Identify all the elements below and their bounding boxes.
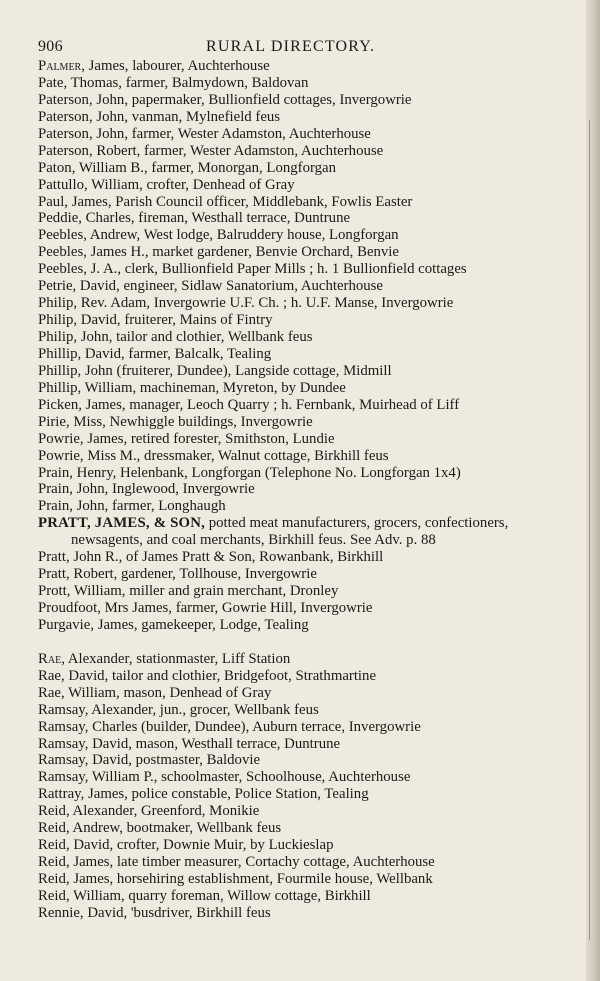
entry-details: James, labourer, Auchterhouse [84,58,270,74]
entry-surname: Peebles, [38,261,87,278]
directory-entry [38,75,590,92]
entry-surname: Paton, [38,159,76,176]
entry-surname: Powrie, [38,430,84,447]
directory-entry [38,278,590,295]
directory-entry [38,803,590,820]
directory-entry [38,109,590,126]
directory-entry [38,651,590,668]
entry-details: potted meat manufacturers, grocers, confectioners, [205,515,509,532]
entry-surname: Prain, [38,481,73,498]
entry-details: David, farmer, Balcalk, Tealing [81,345,272,362]
directory-entry [38,143,590,160]
entry-surname: Reid, [38,854,70,871]
directory-entry [38,905,590,922]
entry-details: John, farmer, Wester Adamston, Auchterhouse [92,125,371,142]
directory-entry [38,786,590,803]
entry-details: Andrew, bootmaker, Wellbank feus [69,820,282,837]
running-head: RURAL DIRECTORY. [206,38,376,55]
directory-entry [38,820,590,837]
entry-details: Charles (builder, Dundee), Auburn terrace, Invergowrie [88,718,421,735]
entry-details: Miss M., dressmaker, Walnut cottage, Birkhill feus [83,447,389,464]
entry-surname: Powrie, [38,447,84,464]
entry-details: John, farmer, Longhaugh [72,498,226,515]
directory-entry [38,549,590,566]
entry-details: Alexander, jun., grocer, Wellbank feus [88,701,319,718]
directory-entry [38,177,590,194]
directory-entries [38,58,590,922]
entry-details: Thomas, farmer, Balmydown, Baldovan [67,74,309,91]
entry-surname: Paterson, [38,125,93,142]
entry-details: John R., of James Pratt & Son, Rowanbank, Birkhill [69,549,384,566]
entry-details: James, police constable, Police Station, Tealing [84,786,369,803]
entry-surname: Petrie, [38,278,77,295]
entry-details: Mrs James, farmer, Gowrie Hill, Invergowrie [100,600,373,616]
directory-entry [38,58,590,75]
entry-surname: Ramsay, [38,769,89,786]
directory-entry [38,719,590,736]
entry-surname: Proudfoot, [38,600,101,616]
entry-details: Miss, Newhiggle buildings, Invergowrie [69,413,313,430]
directory-entry [38,888,590,905]
entry-surname: Rae, [38,650,65,667]
directory-entry [38,702,590,719]
directory-entry [38,312,590,329]
entry-surname: Picken, [38,396,82,413]
directory-entry [38,837,590,854]
entry-details: David, 'busdriver, Birkhill feus [83,904,271,921]
entry-surname: Pattullo, [38,176,88,193]
entry-details: John, Inglewood, Invergowrie [72,481,255,498]
directory-entry [38,414,590,431]
entry-surname: Ramsay, [38,735,89,752]
directory-entry [38,380,590,397]
directory-entry [38,600,590,617]
directory-entry [38,617,590,634]
directory-entry [38,668,590,685]
entry-surname: PRATT, JAMES, & SON, [38,515,206,532]
directory-entry [38,583,590,600]
directory-entry [38,261,590,278]
entry-surname: Prain, [38,464,73,481]
directory-entry [38,752,590,769]
entry-surname: Philip, [38,312,78,329]
directory-entry [38,346,590,363]
directory-entry [38,481,590,498]
directory-entry [38,769,590,786]
entry-surname: Phillip, [38,362,82,379]
directory-entry [38,329,590,346]
page-number: 906 [38,38,63,55]
entry-details: David, fruiterer, Mains of Fintry [77,312,273,329]
entry-surname: Reid, [38,871,70,887]
directory-entry [38,431,590,448]
entry-surname: Rennie, [38,904,84,921]
entry-surname: Purgavie, [38,616,95,633]
directory-entry [38,160,590,177]
entry-surname: Prain, [38,498,73,515]
directory-entry [38,92,590,109]
entry-details: William P., schoolmaster, Schoolhouse, Auchterhouse [88,769,411,786]
directory-entry [38,363,590,380]
directory-entry [38,465,590,482]
entry-surname: Pratt, [38,549,70,566]
directory-entry [38,210,590,227]
entry-details: William, quarry foreman, Willow cottage, Birkhill [69,887,371,904]
entry-details: John, vanman, Mylnefield feus [92,108,281,125]
entry-details: James, Parish Council officer, Middlebank, Fowlis Easter [68,193,413,210]
entry-surname: Rattray, [38,786,85,803]
directory-entry [38,854,590,871]
entry-details: William, miller and grain merchant, Dronley [70,583,339,600]
directory-entry [38,448,590,465]
directory-entry [38,227,590,244]
entry-surname: Rae, [38,684,65,701]
entry-details: James, horsehiring establishment, Fourmile house, Wellbank [69,871,433,887]
directory-entry [38,871,590,888]
entry-details: Alexander, stationmaster, Liff Station [64,650,291,667]
entry-surname: Reid, [38,887,70,904]
section-gap [38,634,590,651]
entry-details: David, postmaster, Baldovie [88,752,261,769]
entry-surname: Pirie, [38,413,70,430]
entry-details: John (fruiterer, Dundee), Langside cottage, Midmill [81,362,392,379]
directory-entry [38,244,590,261]
entry-surname: Reid, [38,820,70,837]
directory-entry [38,685,590,702]
entry-surname: Peebles, [38,227,87,244]
entry-details: Rev. Adam, Invergowrie U.F. Ch. ; h. U.F. Manse, Invergowrie [77,295,454,312]
entry-details: James H., market gardener, Benvie Orchard, Benvie [86,244,399,261]
page-header [38,38,583,58]
entry-surname: Philip, [38,329,78,345]
entry-surname: Pratt, [38,566,70,583]
entry-surname: Peebles, [38,244,87,261]
directory-entry [38,194,590,211]
entry-surname: Ramsay, [38,752,89,769]
entry-surname: Phillip, [38,345,82,362]
entry-surname: Paterson, [38,108,93,125]
directory-entry [38,126,590,143]
entry-surname: Ramsay, [38,701,89,718]
entry-details: newsagents, and coal merchants, Birkhill feus. See Adv. p. 88 [71,532,436,549]
directory-entry [38,736,590,753]
entry-surname: Paterson, [38,142,93,159]
entry-details: David, tailor and clothier, Bridgefoot, Strathmartine [64,667,377,684]
entry-surname: Philip, [38,295,78,312]
entry-surname: Pate, [38,74,68,91]
entry-details: William, mason, Denhead of Gray [64,684,272,701]
entry-details: Alexander, Greenford, Monikie [69,803,260,820]
entry-surname: Reid, [38,803,70,820]
directory-entry [38,498,590,515]
entry-surname: Rae, [38,667,65,684]
directory-entry [38,515,590,532]
entry-details: David, mason, Westhall terrace, Duntrune [88,735,341,752]
directory-entry [38,397,590,414]
entry-surname: Palmer, [38,58,85,74]
entry-details: William B., farmer, Monorgan, Longforgan [75,159,336,176]
entry-surname: Paterson, [38,91,93,108]
entry-details: David, engineer, Sidlaw Sanatorium, Auchterhouse [76,278,384,295]
entry-surname: Prott, [38,583,71,600]
directory-entry [38,566,590,583]
entry-details: James, retired forester, Smithston, Lundie [83,430,335,447]
entry-details: Charles, fireman, Westhall terrace, Duntrune [81,210,351,227]
entry-details: James, manager, Leoch Quarry ; h. Fernbank, Muirhead of Liff [81,396,460,413]
directory-entry [38,295,590,312]
entry-surname: Paul, [38,193,69,210]
directory-entry-continuation [38,532,590,549]
entry-details: Robert, farmer, Wester Adamston, Auchterhouse [92,142,384,159]
entry-details: James, gamekeeper, Lodge, Tealing [94,616,309,633]
entry-surname: Ramsay, [38,718,89,735]
entry-details: Andrew, West lodge, Balruddery house, Longforgan [86,227,399,244]
entry-details: David, crofter, Downie Muir, by Luckieslap [69,837,334,854]
entry-details: Robert, gardener, Tollhouse, Invergowrie [69,566,317,583]
entry-details: Henry, Helenbank, Longforgan (Telephone No. Longforgan 1x4) [72,464,461,481]
entry-details: William, crofter, Denhead of Gray [87,176,295,193]
entry-details: James, late timber measurer, Cortachy cottage, Auchterhouse [69,854,435,871]
entry-details: J. A., clerk, Bullionfield Paper Mills ; h. 1 Bullionfield cottages [86,261,467,278]
entry-details: John, tailor and clothier, Wellbank feus [77,329,313,345]
entry-surname: Peddie, [38,210,82,227]
entry-surname: Phillip, [38,379,82,396]
entry-details: John, papermaker, Bullionfield cottages, Invergowrie [92,91,412,108]
entry-details: William, machineman, Myreton, by Dundee [81,379,346,396]
entry-surname: Reid, [38,837,70,854]
